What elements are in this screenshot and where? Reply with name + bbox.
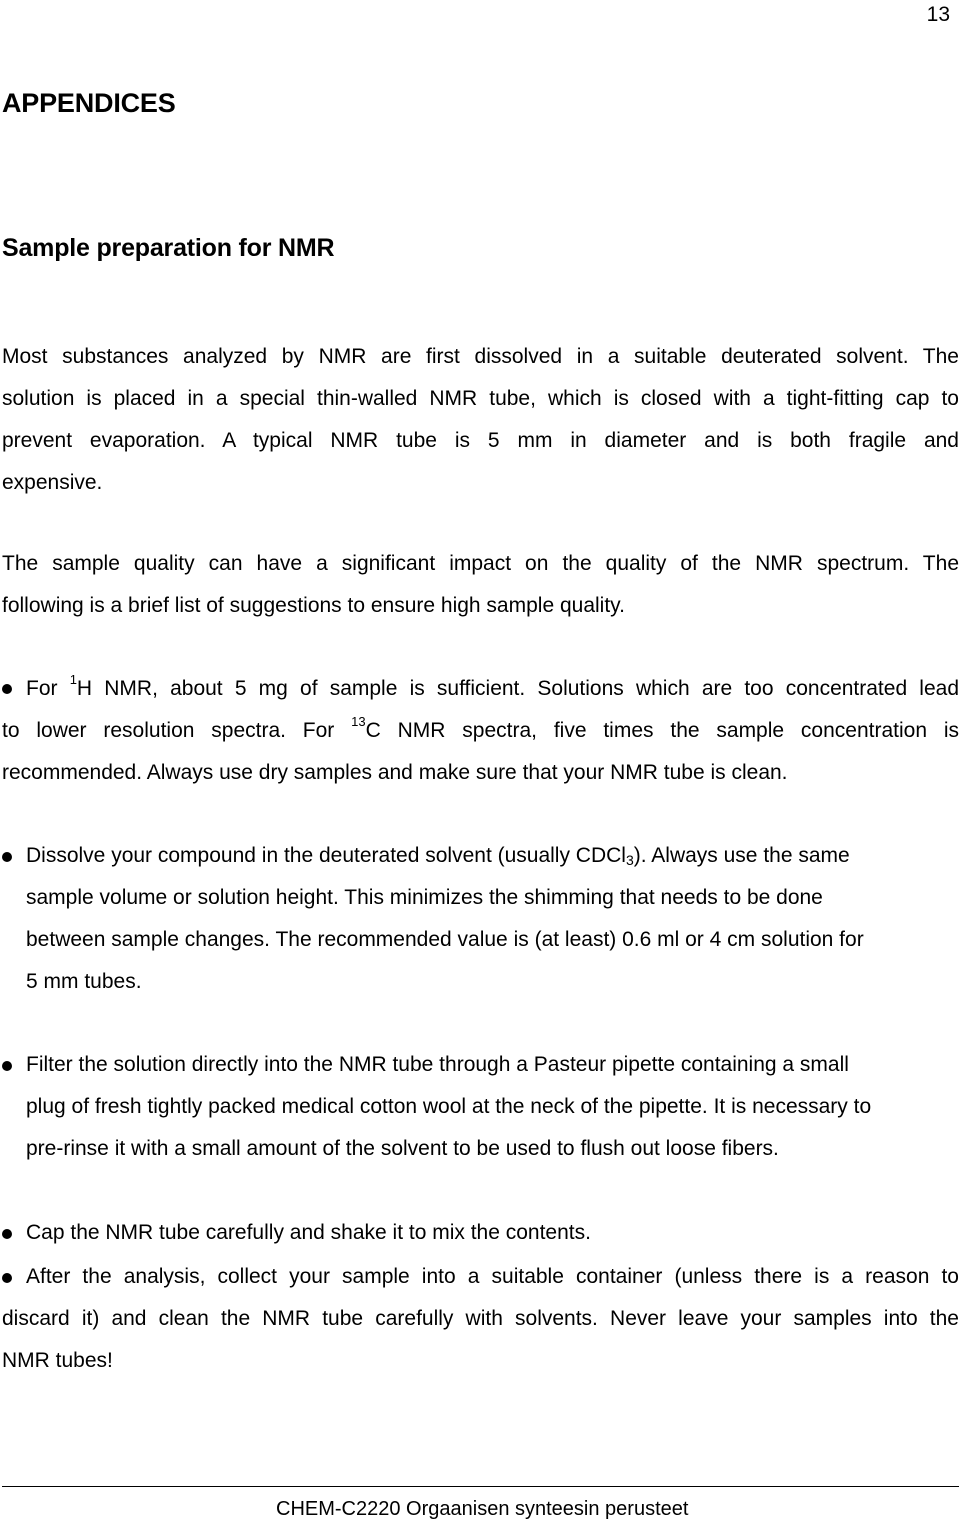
text-segment: Dissolve your compound in the deuterated solvent (usually CDCl [26,844,626,867]
footer-divider [2,1486,959,1487]
bullet-line [26,835,941,877]
bullet-dot [2,1229,12,1239]
intro-line: prevent evaporation. A typical NMR tube is 5 mm in diameter and is both fragile and [2,429,959,452]
bullet-item-cap [26,1212,959,1254]
text-segment: to lower resolution spectra. For [2,719,352,742]
text-segment: C NMR spectra, five times the sample concentration is [365,719,959,742]
bullet-dot [2,852,12,862]
text-segment: H NMR, about 5 mg of sample is sufficient. Solutions which are too concentrated lead [76,677,959,700]
section-title: Sample preparation for NMR [2,234,335,262]
bullet-item-dissolve [26,835,941,1003]
bullet-line: Cap the NMR tube carefully and shake it to mix the contents. [26,1221,591,1244]
bullet-line: NMR tubes! [2,1349,113,1372]
quality-paragraph [2,543,959,627]
bullet-item-after-analysis [2,1256,959,1382]
bullet-line: discard it) and clean the NMR tube carefully with solvents. Never leave your samples into the [2,1307,959,1330]
bullet-item-filter [26,1044,959,1170]
quality-line: following is a brief list of suggestions to ensure high sample quality. [2,594,625,617]
bullet-line: 5 mm tubes. [26,970,142,993]
bullet-line [2,710,959,752]
appendices-heading: APPENDICES [2,88,176,118]
text-segment: For [26,677,70,700]
intro-line: Most substances analyzed by NMR are first dissolved in a suitable deuterated solvent. The [2,345,959,368]
intro-line: expensive. [2,471,103,494]
page-number: 13 [926,3,950,26]
subscript: 3 [625,852,634,868]
text-segment: ). Always use the same [633,844,850,867]
intro-line: solution is placed in a special thin-walled NMR tube, which is closed with a tight-fitting cap to [2,387,959,410]
bullet-line: recommended. Always use dry samples and make sure that your NMR tube is clean. [2,761,788,784]
bullet-line: plug of fresh tightly packed medical cotton wool at the neck of the pipette. It is necessary to [26,1095,872,1118]
bullet-line: pre-rinse it with a small amount of the solvent to be used to flush out loose fibers. [26,1137,779,1160]
superscript: 13 [351,714,366,729]
bullet-line: After the analysis, collect your sample into a suitable container (unless there is a reason to [26,1265,959,1288]
superscript: 1 [69,672,77,687]
bullet-line: sample volume or solution height. This minimizes the shimming that needs to be done [26,886,823,909]
intro-paragraph [2,336,959,504]
bullet-line [2,668,959,710]
footer-course-title: CHEM-C2220 Orgaanisen synteesin perusteet [276,1498,689,1520]
quality-line: The sample quality can have a significant impact on the quality of the NMR spectrum. The [2,552,959,575]
bullet-item-1h-nmr [2,668,959,794]
bullet-line: between sample changes. The recommended value is (at least) 0.6 ml or 4 cm solution for [26,928,864,951]
bullet-line: Filter the solution directly into the NMR tube through a Pasteur pipette containing a small [26,1053,849,1076]
bullet-dot [2,1061,12,1071]
